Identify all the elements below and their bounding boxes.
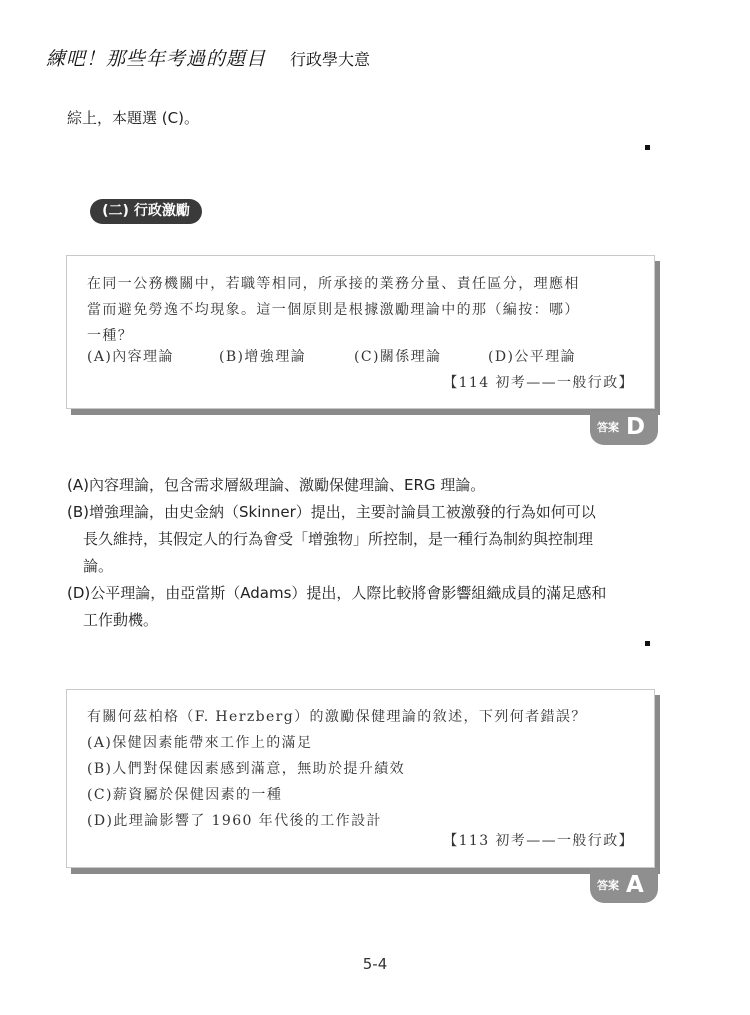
question-1-line: 在同一公務機關中，若職等相同，所承接的業務分量、責任區分，理應相	[87, 276, 580, 292]
option-d: (D)此理論影響了 1960 年代後的工作設計	[87, 813, 382, 829]
option-c: (C)薪資屬於保健因素的一種	[87, 787, 283, 803]
question-box-2	[66, 689, 655, 868]
explanation-line: 工作動機。	[83, 611, 159, 629]
option-c: (C)關係理論	[354, 349, 442, 365]
option-a: (A)內容理論	[87, 349, 174, 365]
question-1-line: 當而避免勞逸不均現象。這一個原則是根據激勵理論中的那（編按：哪）	[87, 302, 580, 318]
answer-label: 答案	[597, 421, 619, 434]
answer-tab-1	[590, 411, 658, 445]
answer-tab-2	[590, 869, 658, 903]
question-1-options	[87, 346, 647, 370]
section-heading: (二) 行政激勵	[90, 199, 202, 224]
question-2-stem	[87, 704, 647, 834]
answer-letter: D	[626, 414, 646, 440]
explanation-line: (B)增強理論，由史金納（Skinner）提出，主要討論員工被激發的行為如何可以	[67, 503, 596, 521]
option-b: (B)增強理論	[219, 349, 307, 365]
question-1-stem	[87, 271, 647, 349]
explanation-line: (D)公平理論，由亞當斯（Adams）提出，人際比較將會影響組織成員的滿足感和	[67, 584, 607, 602]
question-1-line: 一種？	[87, 328, 134, 344]
explanation-line: 長久維持，其假定人的行為會受「增強物」所控制，是一種行為制約與控制理	[83, 530, 594, 548]
header-subject: 行政學大意	[290, 50, 371, 69]
question-1-source: 【114 初考——一般行政】	[443, 375, 634, 391]
answer-label: 答案	[597, 879, 619, 892]
conclusion-text: 綜上，本題選 (C)。	[67, 109, 199, 127]
explanation-line: 論。	[83, 557, 114, 575]
end-mark	[645, 145, 650, 150]
explanation-line: (A)內容理論，包含需求層級理論、激勵保健理論、ERG 理論。	[67, 476, 486, 494]
option-d: (D)公平理論	[488, 349, 576, 365]
option-b: (B)人們對保健因素感到滿意，無助於提升績效	[87, 761, 406, 777]
question-2-source: 【113 初考——一般行政】	[443, 833, 634, 849]
header-series-title: 練吧！那些年考過的題目	[46, 48, 267, 70]
end-mark	[645, 641, 650, 646]
question-box-1	[66, 255, 655, 409]
question-2-line: 有關何茲柏格（F. Herzberg）的激勵保健理論的敘述，下列何者錯誤？	[87, 709, 587, 725]
page-number: 5-4	[362, 955, 388, 973]
explanation	[67, 472, 667, 634]
option-a: (A)保健因素能帶來工作上的滿足	[87, 735, 313, 751]
answer-letter: A	[626, 872, 644, 898]
